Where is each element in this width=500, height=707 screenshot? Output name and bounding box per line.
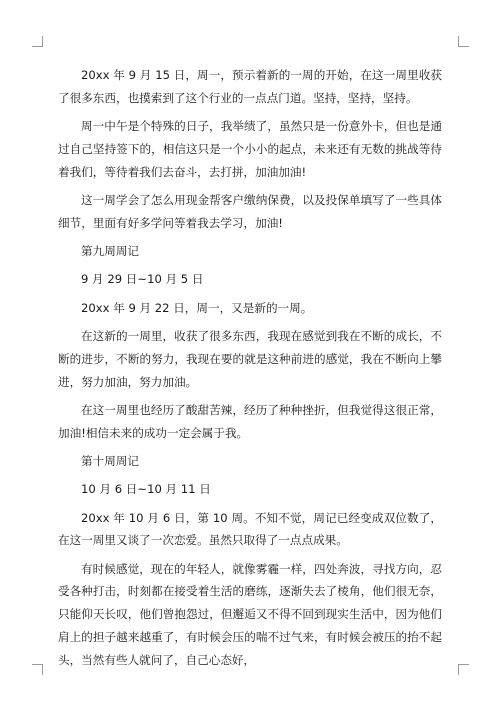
crop-mark-bottom-left	[32, 664, 43, 675]
paragraph-week8-date-summary: 20xx 年 9 月 15 日，周一，预示着新的一周的开始，在这一周里收获了很多东西，也摸索到了这个行业的一点点门道。坚持，坚持，坚持。	[58, 68, 442, 105]
paragraph-learned-premium: 这一周学会了怎么用现金帮客户缴纳保费，以及投保单填写了一些具体细节，里面有好多学问等着我去学习，加油!	[58, 192, 442, 230]
document-body	[58, 64, 442, 677]
paragraph-first-sale: 周一中午是个特殊的日子，我举绩了，虽然只是一份意外卡，但也是通过自己坚持签下的，相信这只是一个小小的起点，未来还有无数的挑战等待着我们，等待着我们去奋斗，去打拼，加油加油!	[58, 119, 442, 179]
date-range-week-9: 9 月 29 日~10 月 5 日	[81, 272, 204, 287]
heading-week-10: 第十周周记	[81, 453, 139, 468]
date-range-week-10: 10 月 6 日~10 月 11 日	[81, 482, 211, 497]
heading-week-9: 第九周周记	[81, 244, 139, 259]
paragraph-week10-date: 20xx 年 10 月 6 日，第 10 周。不知不觉，周记已经变成双位数了，在这一周里又谈了一次恋爱。虽然只取得了一点点成果。	[58, 510, 442, 548]
crop-mark-bottom-right	[458, 664, 469, 675]
paragraph-week9-date: 20xx 年 9 月 22 日，周一，又是新的一周。	[81, 300, 313, 315]
paragraph-week9-growth: 在这新的一周里，收获了很多东西，我现在感觉到我在不断的成长，不断的进步，不断的努力，我现在要的就是这种前进的感觉，我在不断向上攀进，努力加油，努力加油。	[58, 328, 442, 389]
paragraph-week10-reflection: 有时候感觉，现在的年轻人，就像雾霾一样，四处奔波，寻找方向，忍受各种打击，时刻都在接受着生活的磨练，逐渐失去了棱角，他们很无奈，只能仰天长叹，他们曾抱怨过，但邂逅又不得不回到现实生活中，因为他们肩上的担子越来越重了，有时候会压的喘不过气来，有时候会被压的抬不起头，当然有些人就问了，自己心态好，	[58, 561, 442, 667]
paragraph-week9-hardships: 在这一周里也经历了酸甜苦辣，经历了种种挫折，但我觉得这很正常，加油!相信未来的成功一定会属于我。	[58, 402, 442, 440]
crop-mark-top-right	[458, 36, 469, 47]
crop-mark-top-left	[32, 36, 43, 47]
